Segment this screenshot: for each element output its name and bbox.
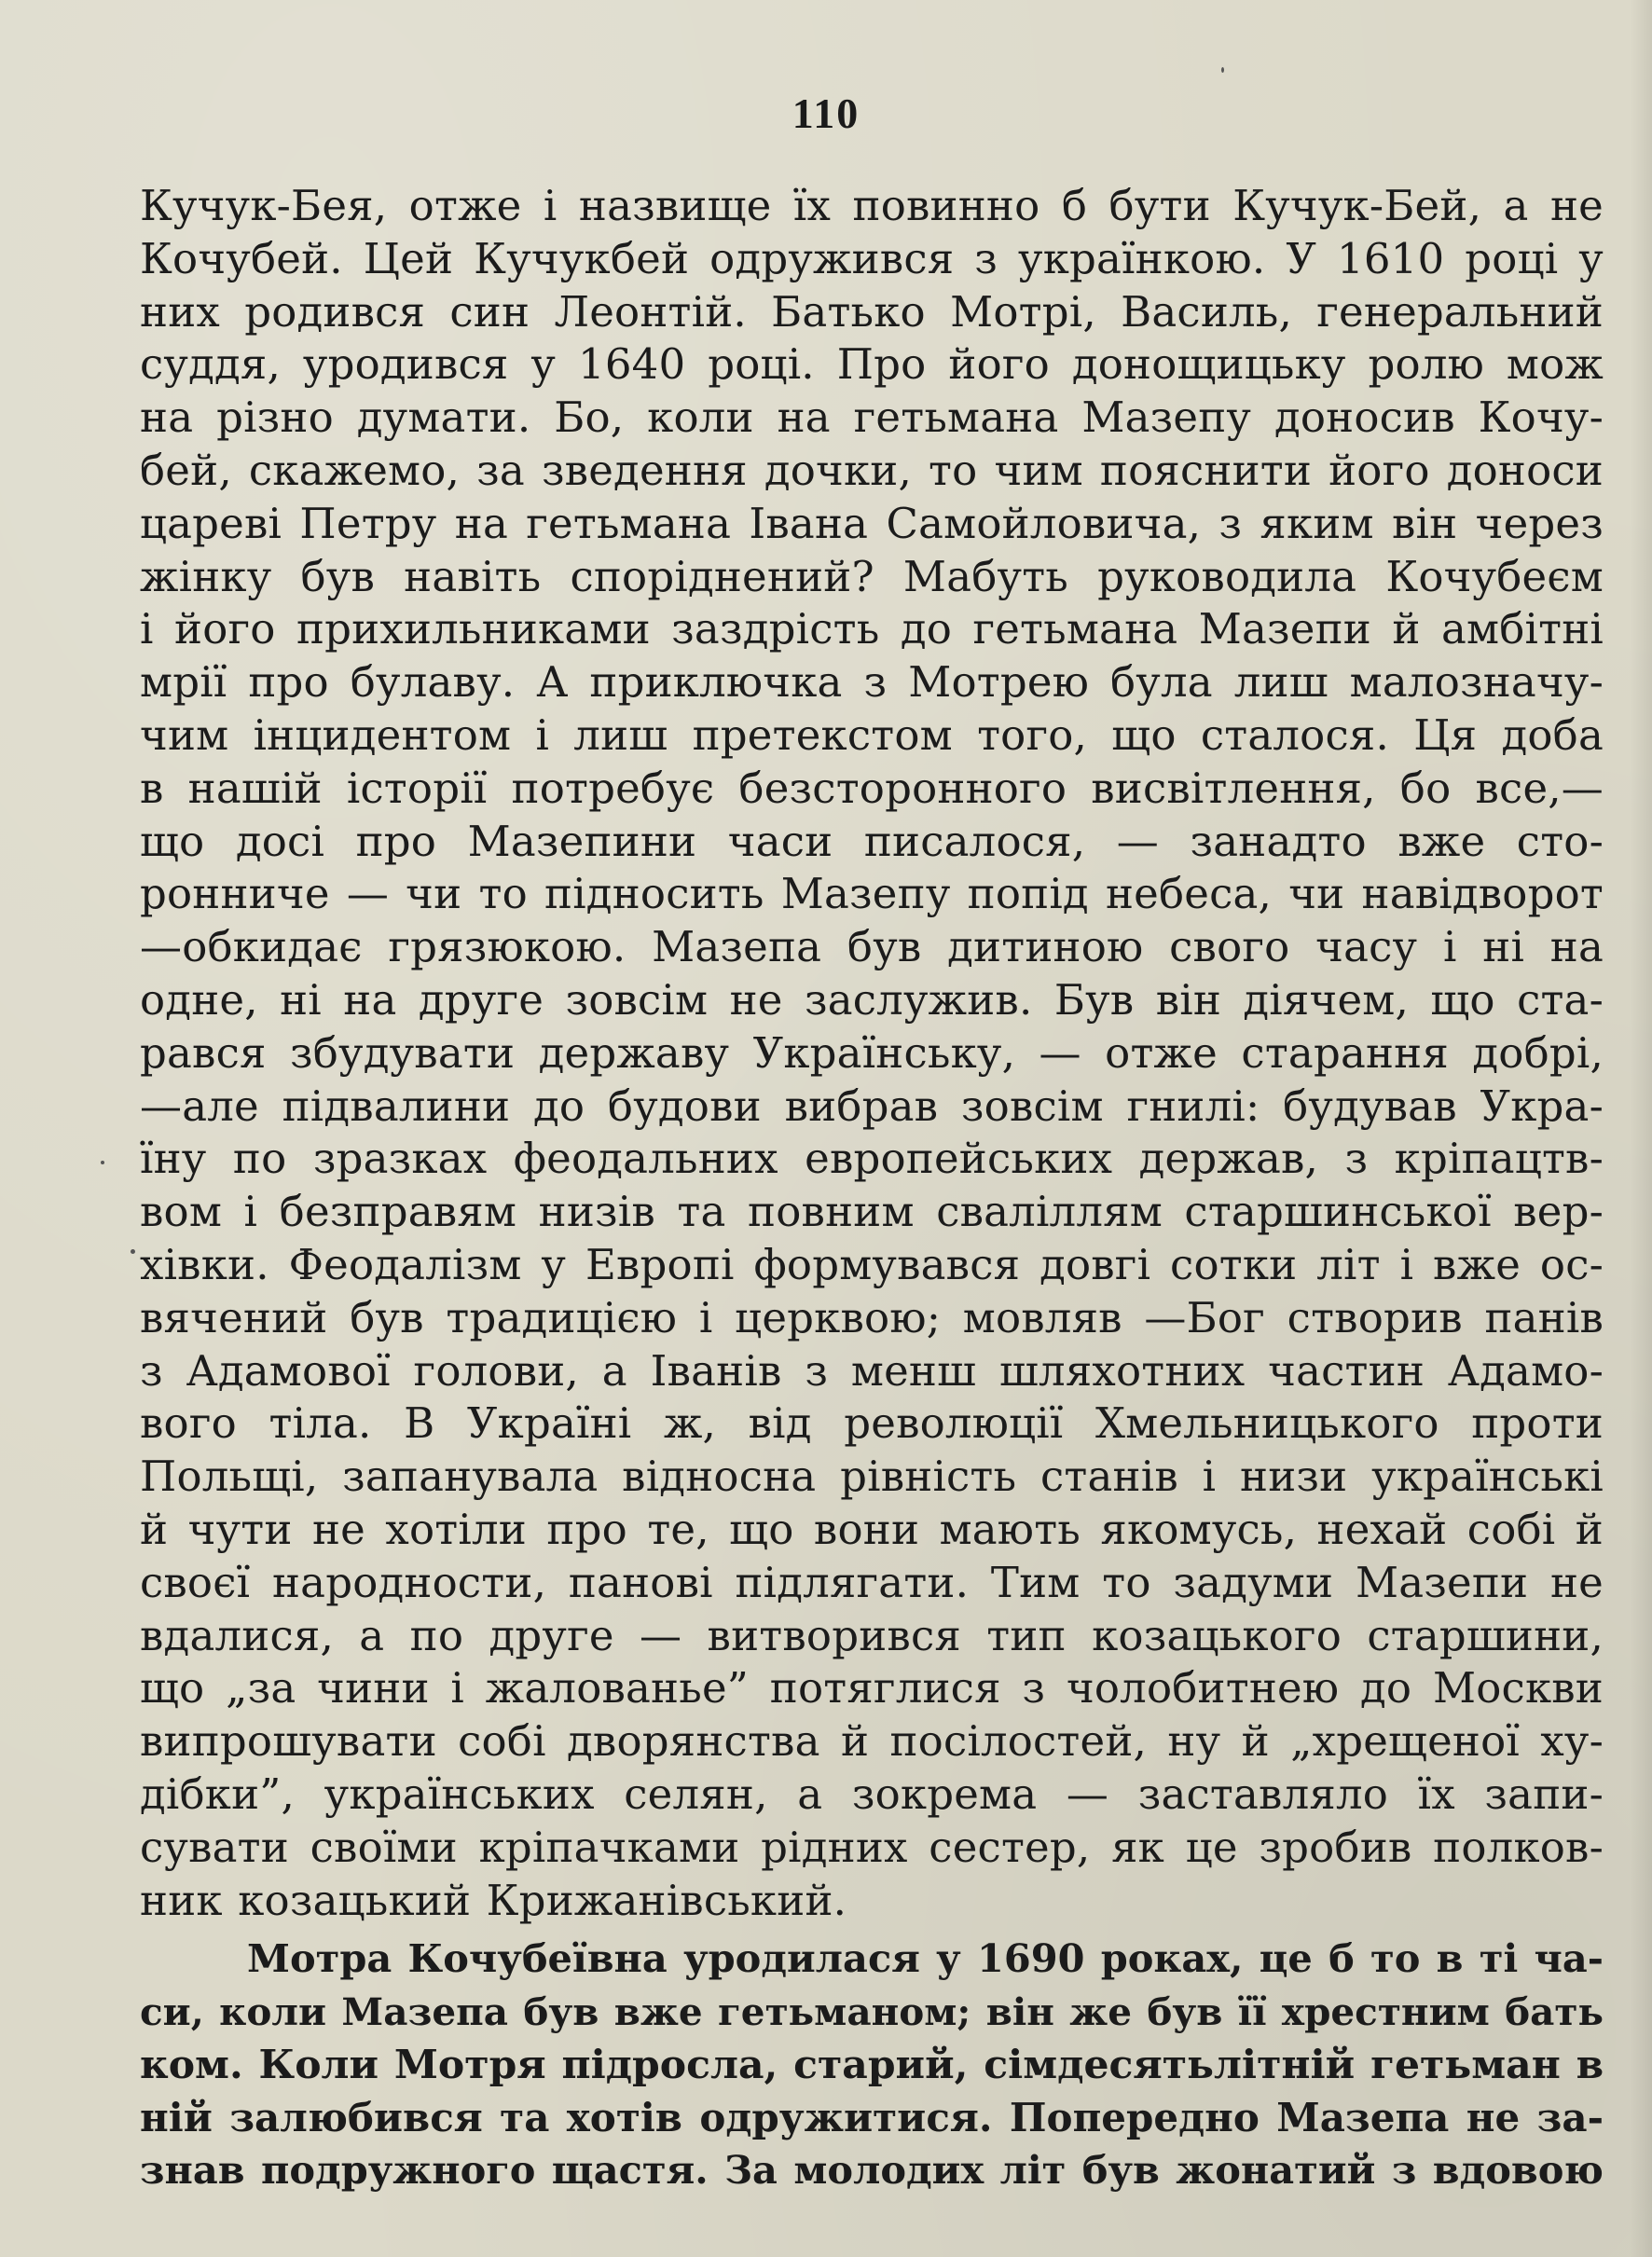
print-speck <box>131 1249 135 1254</box>
text-line: що досі про Мазепини часи писалося, — занадто вже сто- <box>140 816 1604 866</box>
paragraph-2 <box>140 1933 1604 2197</box>
text-line: одне, ні на друге зовсім не заслужив. Був він діячем, що ста- <box>140 974 1604 1025</box>
text-line: Мотра Кочубеївна уродилася у 1690 роках, це б то в ті ча- <box>247 1935 1604 1982</box>
body-text <box>140 180 1604 2197</box>
text-line: них родився син Леонтій. Батько Мотрі, Василь, генеральний <box>140 286 1604 337</box>
text-line: суддя, уродився у 1640 році. Про його донощицьку ролю мож <box>140 339 1604 390</box>
text-line: й чути не хотіли про те, що вони мають якомусь, нехай собі й <box>140 1504 1604 1554</box>
text-line: і його прихильниками заздрість до гетьмана Мазепи й амбітні <box>140 604 1604 654</box>
text-line: вячений був традицією і церквою; мовляв —Бог створив панів <box>140 1292 1604 1342</box>
paragraph-1 <box>140 180 1604 1927</box>
text-line: своєї народности, панові підлягати. Тим то задуми Мазепи не <box>140 1557 1604 1607</box>
text-line: ронниче — чи то підносить Мазепу попід небеса, чи навідворот <box>140 869 1604 919</box>
text-line: вдалися, а по друге — витворився тип козацького старшини, <box>140 1610 1604 1660</box>
page-number: 110 <box>792 89 860 137</box>
text-line: —обкидає грязюкою. Мазепа був дитиною свого часу і ні на <box>140 922 1604 972</box>
text-line: Кучук-Бея, отже і назвище їх повинно б бути Кучук-Бей, а не <box>140 181 1604 230</box>
text-line: цареві Петру на гетьмана Івана Самойловича, з яким він через <box>140 498 1604 548</box>
text-line: дібки”, українських селян, а зокрема — заставляло їх запи- <box>140 1768 1604 1819</box>
text-line: си, коли Мазепа був вже гетьманом; він же був її хрестним бать <box>140 1989 1604 2035</box>
text-line: рався збудувати державу Українську, — отже старання добрі, <box>140 1027 1604 1078</box>
page-edge-shadow <box>1630 0 1652 2257</box>
text-line: з Адамової голови, а Іванів з менш шляхотних частин Адамо- <box>140 1345 1604 1396</box>
text-line: сувати своїми кріпачками рідних сестер, як це зробив полков- <box>140 1822 1604 1872</box>
text-line: Кочубей. Цей Кучукбей одружився з українкою. У 1610 році у <box>140 233 1604 283</box>
text-line: хівки. Феодалізм у Европі формувався довгі сотки літ і вже ос- <box>140 1239 1604 1289</box>
text-line: мрії про булаву. А приключка з Мотрею була лиш малозначу- <box>140 657 1604 708</box>
text-line: жінку був навіть споріднений? Мабуть руководила Кочубеєм <box>140 551 1604 601</box>
text-line: ком. Коли Мотря підросла, старий, сімдесятьлітній гетьман в <box>140 2041 1604 2088</box>
text-line: бей, скажемо, за зведення дочки, то чим пояснити його доноси <box>140 445 1604 495</box>
text-line: що „за чини і жалованье” потяглися з чолобитнею до Москви <box>140 1663 1604 1713</box>
text-line: знав подружного щастя. За молодих літ був жонатий з вдовою <box>140 2147 1604 2194</box>
text-line: випрошувати собі дворянства й посілостей, ну й „хрещеної ху- <box>140 1716 1604 1767</box>
text-line: ній залюбився та хотів одружитися. Попередно Мазепа не за- <box>140 2094 1604 2140</box>
print-speck <box>1221 67 1224 73</box>
text-line: —але підвалини до будови вибрав зовсім гнилі: будував Укра- <box>140 1080 1604 1131</box>
text-line: в нашій історії потребує безсторонного висвітлення, бо все,— <box>140 763 1604 813</box>
text-line: їну по зразках феодальних европейських держав, з кріпацтв- <box>140 1134 1604 1184</box>
text-line: Польщі, запанувала відносна рівність станів і низи українські <box>140 1452 1604 1502</box>
text-line: на різно думати. Бо, коли на гетьмана Мазепу доносив Кочу- <box>140 392 1604 443</box>
print-speck <box>101 1161 104 1164</box>
text-line: вого тіла. В Україні ж, від революції Хмельницького проти <box>140 1398 1604 1449</box>
text-line: ник козацький Крижанівський. <box>140 1875 847 1925</box>
text-line: вом і безправям низів та повним сваліллям старшинської вер- <box>140 1187 1604 1237</box>
text-line: чим інцидентом і лиш претекстом того, що сталося. Ця доба <box>140 709 1604 760</box>
